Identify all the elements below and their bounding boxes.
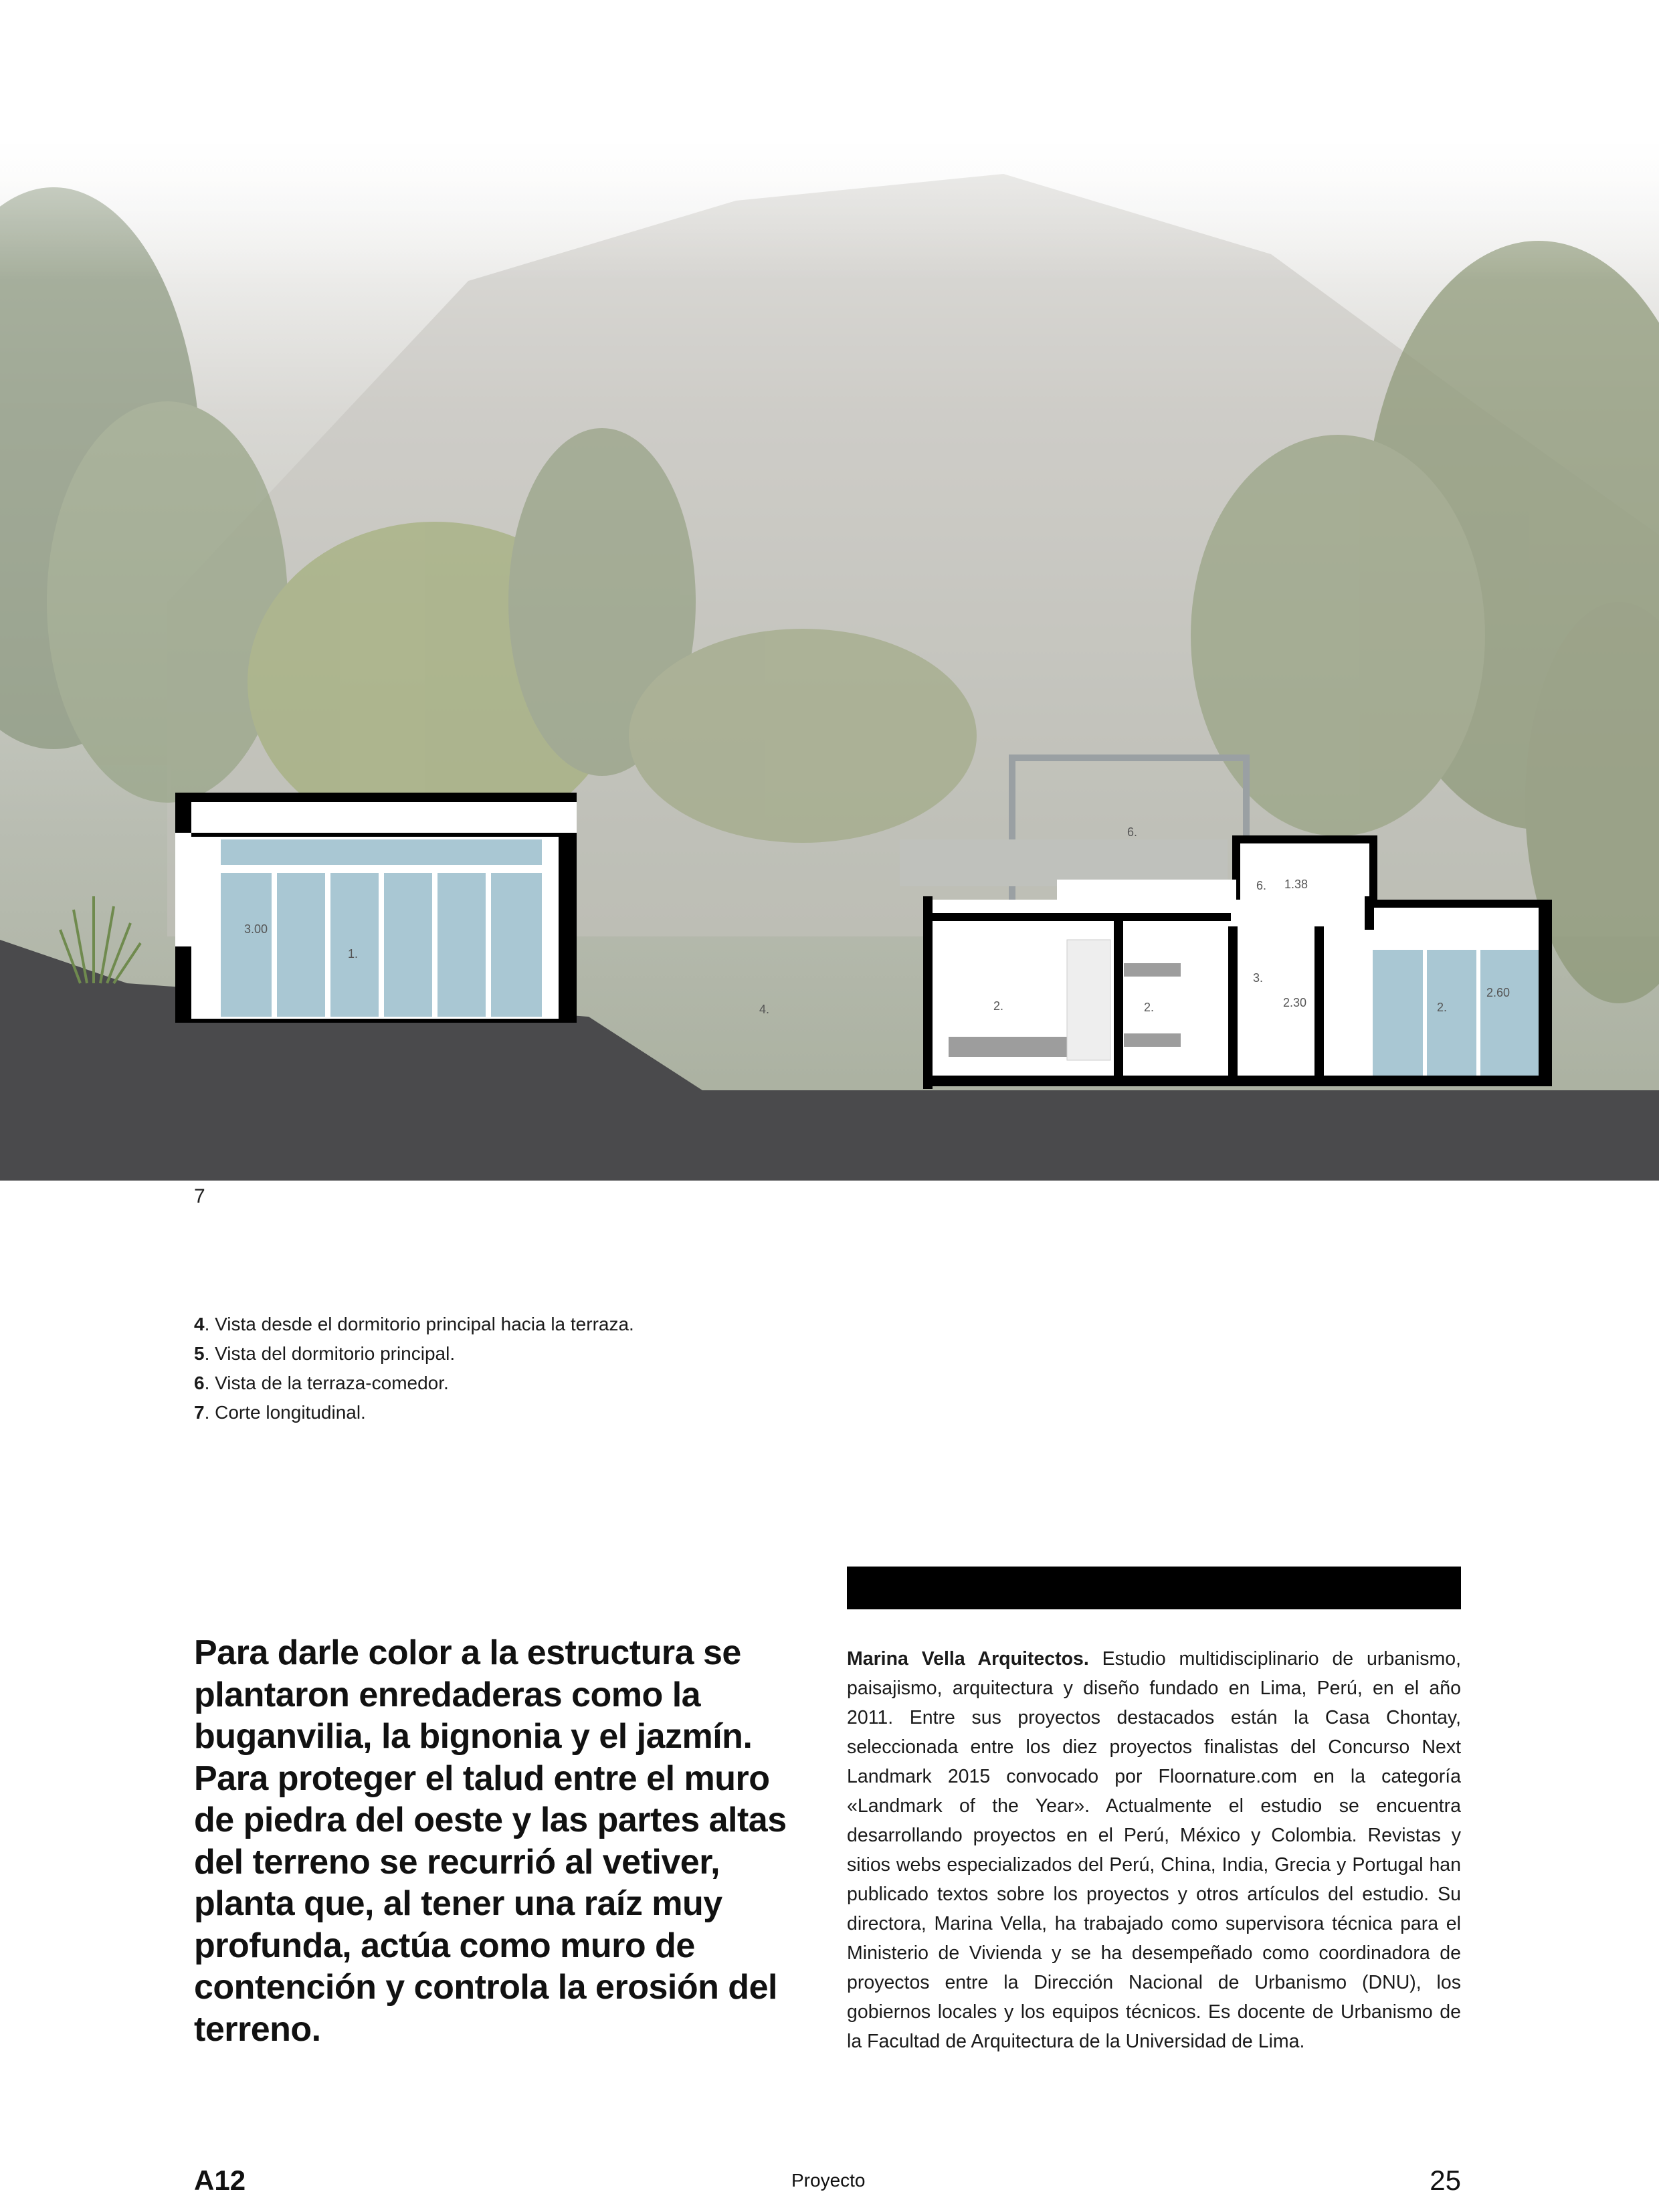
label-garden: 4. xyxy=(759,1003,770,1016)
label-terrace: 6. xyxy=(1256,879,1267,892)
label-rooms-b: 2. xyxy=(1144,1001,1155,1014)
pull-quote: Para darle color a la estructura se plantaron enredaderas como la buganvilia, la bignonia y el jazmín. Para proteger el talud entre el muro de piedra del oeste y las partes altas del terreno se recurrió al vetiver, planta que, al tener una raíz muy profunda, actúa como muro de contención y controla la erosión del terreno. xyxy=(194,1633,787,2049)
bedroom-pavilion xyxy=(175,793,577,1023)
label-rooms-a: 2. xyxy=(993,999,1004,1013)
caption-item: 7. Corte longitudinal. xyxy=(194,1402,366,1423)
label-bedroom-height: 3.00 xyxy=(244,922,268,936)
page-number: 25 xyxy=(1430,2165,1461,2196)
top-fade xyxy=(0,0,1659,281)
bio-name: Marina Vella Arquitectos. xyxy=(847,1648,1089,1670)
magazine-name: A12 xyxy=(194,2165,246,2196)
figure-captions xyxy=(194,1310,997,1427)
label-terrace-height: 1.38 xyxy=(1284,878,1308,891)
caption-item: 6. Vista de la terraza-comedor. xyxy=(194,1373,449,1393)
caption-item: 5. Vista del dormitorio principal. xyxy=(194,1343,456,1364)
caption-item: 4. Vista desde el dormitorio principal hacia la terraza. xyxy=(194,1314,634,1334)
label-rooms-c: 2. xyxy=(1437,1001,1448,1014)
author-bio xyxy=(847,1644,1461,2056)
section-name: Proyecto xyxy=(791,2170,866,2191)
label-right-height: 2.60 xyxy=(1486,986,1510,999)
figure-number: 7 xyxy=(194,1185,205,1207)
label-bath: 3. xyxy=(1253,971,1264,985)
label-bedroom: 1. xyxy=(348,947,359,961)
label-bath-height: 2.30 xyxy=(1283,996,1307,1009)
decorative-bar xyxy=(847,1567,1461,1609)
bio-text: Estudio multidisciplinario de urbanismo, paisajismo, arquitectura y diseño fundado en Lima, Perú, en el año 2011. Entre sus proyectos destacados están la Casa Chontay, seleccionada entre los diez proyectos finalistas del Concurso Next Landmark 2015 convocado por Floornature.com en la categoría «Landmark of the Year». Actualmente el estudio se encuentra desarrollando proyectos en el Perú, México y Colombia. Revistas y sitios webs especializados del Perú, China, India, Grecia y Portugal han publicado textos sobre los proyectos y otros artículos del estudio. Su directora, Marina Vella, ha trabajado como supervisora técnica para el Ministerio de Vivienda y se ha desempeñado como coordinadora de proyectos entre la Dirección Nacional de Urbanismo (DNU), los gobiernos locales y los equipos técnicos. Es docente de Urbanismo de la Facultad de Arquitectura de la Universidad de Lima. xyxy=(847,1648,1461,2052)
label-roof: 6. xyxy=(1127,825,1138,839)
